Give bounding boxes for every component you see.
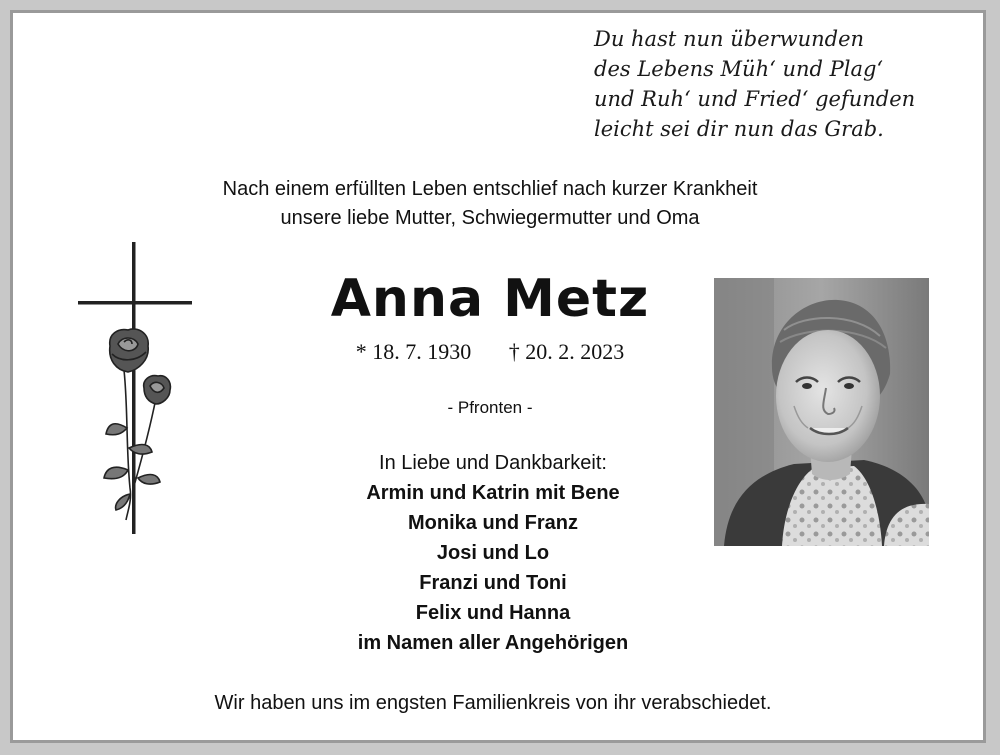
life-dates xyxy=(290,338,690,366)
closing-text: Wir haben uns im engsten Familienkreis von ihr verabschiedet. xyxy=(214,692,772,714)
poem xyxy=(594,24,974,144)
family-member: im Namen aller Angehörigen xyxy=(357,632,629,654)
birth-date: * 18. 7. 1930 xyxy=(355,339,472,364)
intro-line: unsere liebe Mutter, Schwiegermutter und Oma xyxy=(280,207,700,229)
cross-with-rose-icon xyxy=(72,238,202,538)
family-member: Franzi und Toni xyxy=(419,572,567,594)
poem-line: leicht sei dir nun das Grab. xyxy=(594,117,884,141)
family-member: Felix und Hanna xyxy=(415,602,571,624)
intro-line: Nach einem erfüllten Leben entschlief nach kurzer Krankheit xyxy=(222,178,758,200)
cross-icon xyxy=(78,242,192,534)
intro-text xyxy=(90,175,890,233)
family-member: Josi und Lo xyxy=(436,542,550,564)
poem-line: des Lebens Müh‘ und Plag‘ xyxy=(594,57,884,81)
family-lead: In Liebe und Dankbarkeit: xyxy=(379,452,607,474)
portrait-photo xyxy=(714,278,929,546)
family-list xyxy=(293,448,693,658)
death-date: † 20. 2. 2023 xyxy=(508,339,625,364)
place: - Pfronten - xyxy=(447,398,533,417)
poem-line: Du hast nun überwunden xyxy=(594,27,865,51)
family-member: Armin und Katrin mit Bene xyxy=(366,482,620,504)
family-member: Monika und Franz xyxy=(408,512,578,534)
rose-icon xyxy=(104,329,170,520)
deceased-name: Anna Metz xyxy=(330,269,650,329)
poem-line: und Ruh‘ und Fried‘ gefunden xyxy=(594,87,916,111)
